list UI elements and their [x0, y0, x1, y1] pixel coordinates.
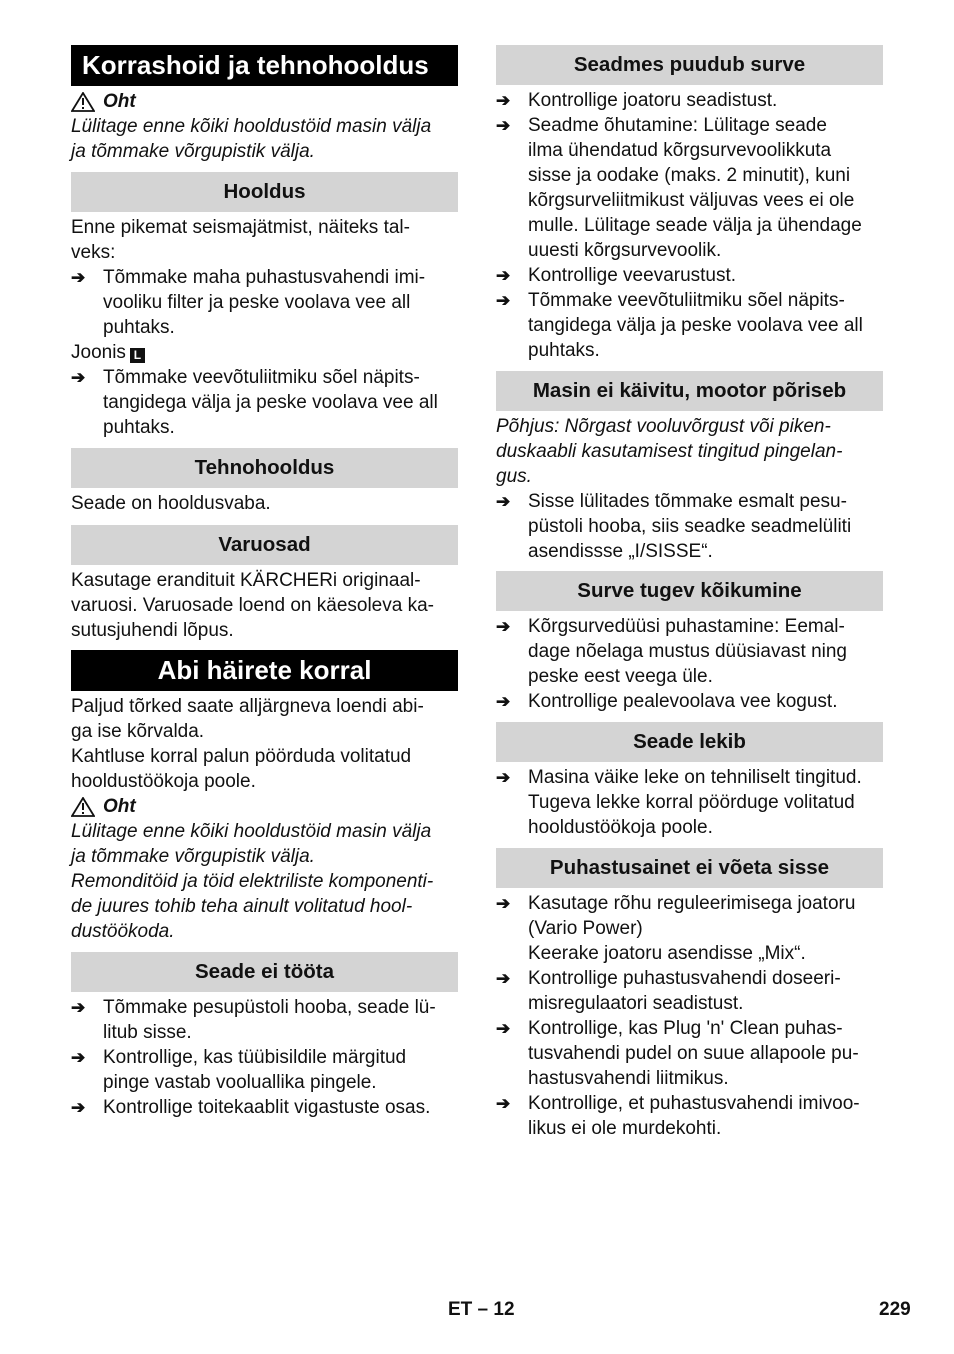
arrow-right-icon: ➔ — [71, 998, 86, 1017]
list-item: ➔ Tõmmake veevõtuliitmiku sõel näpits- tangidega välja ja peske voolava vee all puhtaks. — [496, 290, 863, 361]
list-item: ➔ Sisse lülitades tõmmake esmalt pesu- püstoli hooba, siis seadke seadmelüliti asendissse „I/SISSE“. — [496, 491, 852, 562]
list-item: ➔ Kontrollige toitekaablit vigastuste osas. — [71, 1097, 431, 1118]
list-item: ➔ Seadme õhutamine: Lülitage seade ilma ühendatud kõrgsurvevoolikkuta sisse ja oodake (maks. 2 minutit), kuni kõrgsurveliitmikust väljuvas vees ei ole mulle. Lülitage seade välja ja ühendage uuesti kõrgsurvevoolik. — [496, 115, 862, 261]
right-column — [496, 45, 883, 1141]
arrow-right-icon: ➔ — [71, 1048, 86, 1067]
arrow-right-icon: ➔ — [71, 368, 86, 387]
list-item: ➔ Kontrollige, et puhastusvahendi imivoo- likus ei ole murdekohti. — [496, 1093, 860, 1139]
subheading-pressure-fluctuation: Surve tugev kõikumine — [496, 571, 883, 611]
troubleshooting-intro: Paljud tõrked saate alljärgneva loendi abi- ga ise kõrvalda. Kahtluse korral palun pöörduda volitatud hooldustöökoja poole. — [71, 696, 424, 792]
danger-warning — [71, 794, 458, 819]
arrow-right-icon: ➔ — [496, 894, 511, 913]
list-item: ➔ Tõmmake veevõtuliitmiku sõel näpits- tangidega välja ja peske voolava vee all puhtaks. — [71, 367, 438, 438]
arrow-right-icon: ➔ — [496, 492, 511, 511]
subheading-tehnohooldus: Tehnohooldus — [71, 448, 458, 488]
list-item: ➔ Kasutage rõhu reguleerimisega joatoru (Vario Power) Keerake joatoru asendisse „Mix“. — [496, 893, 856, 964]
list-item: ➔ Kontrollige, kas Plug 'n' Clean puhas- tusvahendi pudel on suue allapoole pu- hastusvahendi liitmikus. — [496, 1018, 859, 1089]
tehnohooldus-text: Seade on hooldusvaba. — [71, 493, 271, 514]
arrow-right-icon: ➔ — [496, 1019, 511, 1038]
arrow-right-icon: ➔ — [71, 1098, 86, 1117]
section-heading-troubleshooting: Abi häirete korral — [71, 650, 458, 691]
subheading-motor-hums: Masin ei käivitu, mootor põriseb — [496, 371, 883, 411]
warning-triangle-icon — [71, 797, 95, 817]
subheading-hooldus: Hooldus — [71, 172, 458, 212]
list-item: ➔ Kõrgsurvedüüsi puhastamine: Eemal- dage nõelaga mustus düüsiavast ning peske eest veega üle. — [496, 616, 848, 687]
arrow-right-icon: ➔ — [71, 268, 86, 287]
footer-section-label: ET – 12 — [448, 1299, 515, 1320]
list-item: ➔ Kontrollige pealevoolava vee kogust. — [496, 691, 838, 712]
list-item: ➔ Tõmmake pesupüstoli hooba, seade lü- litub sisse. — [71, 997, 436, 1043]
danger-text: Lülitage enne kõiki hooldustöid masin välja ja tõmmake võrgupistik välja. Remonditöid ja töid elektriliste komponenti- de juures tohib teha ainult volitatud hool- dustöökoda. — [71, 821, 434, 942]
subheading-varuosad: Varuosad — [71, 525, 458, 565]
arrow-right-icon: ➔ — [496, 969, 511, 988]
arrow-right-icon: ➔ — [496, 692, 511, 711]
hooldus-intro: Enne pikemat seismajätmist, näiteks tal- veks: — [71, 217, 410, 263]
left-column — [71, 45, 458, 1120]
danger-label: Oht — [103, 796, 136, 817]
arrow-right-icon: ➔ — [496, 116, 511, 135]
list-item: ➔ Tõmmake maha puhastusvahendi imi- vooliku filter ja peske voolava vee all puhtaks. — [71, 267, 426, 338]
arrow-right-icon: ➔ — [496, 617, 511, 636]
cause-text: Põhjus: Nõrgast vooluvõrgust või piken- duskaabli kasutamisest tingitud pingelan- gus. — [496, 416, 843, 487]
arrow-right-icon: ➔ — [496, 1094, 511, 1113]
page-number: 229 — [879, 1299, 911, 1320]
figure-reference: Joonis L — [71, 340, 458, 365]
subheading-no-pressure: Seadmes puudub surve — [496, 45, 883, 85]
danger-text: Lülitage enne kõiki hooldustöid masin välja ja tõmmake võrgupistik välja. — [71, 116, 432, 162]
arrow-right-icon: ➔ — [496, 91, 511, 110]
list-item: ➔ Kontrollige, kas tüübisildile märgitud pinge vastab vooluallika pingele. — [71, 1047, 407, 1093]
danger-warning — [71, 89, 458, 114]
subheading-seade-ei-toota: Seade ei tööta — [71, 952, 458, 992]
arrow-right-icon: ➔ — [496, 266, 511, 285]
arrow-right-icon: ➔ — [496, 768, 511, 787]
list-item: ➔ Masina väike leke on tehniliselt tingitud. Tugeva lekke korral pöörduge volitatud hooldustöökoja poole. — [496, 767, 862, 838]
list-item: ➔ Kontrollige joatoru seadistust. — [496, 90, 778, 111]
list-item: ➔ Kontrollige veevarustust. — [496, 265, 737, 286]
subheading-leaking: Seade lekib — [496, 722, 883, 762]
section-heading-maintenance: Korrashoid ja tehnohooldus — [71, 45, 458, 86]
danger-label: Oht — [103, 91, 136, 112]
varuosad-text: Kasutage erandituit KÄRCHERi originaal- varuosi. Varuosade loend on käesoleva ka- sutusjuhendi lõpus. — [71, 570, 434, 641]
figure-l-icon: L — [130, 348, 145, 363]
subheading-detergent-not-drawn: Puhastusainet ei võeta sisse — [496, 848, 883, 888]
list-item: ➔ Kontrollige puhastusvahendi doseeri- misregulaatori seadistust. — [496, 968, 841, 1014]
warning-triangle-icon — [71, 92, 95, 112]
arrow-right-icon: ➔ — [496, 291, 511, 310]
